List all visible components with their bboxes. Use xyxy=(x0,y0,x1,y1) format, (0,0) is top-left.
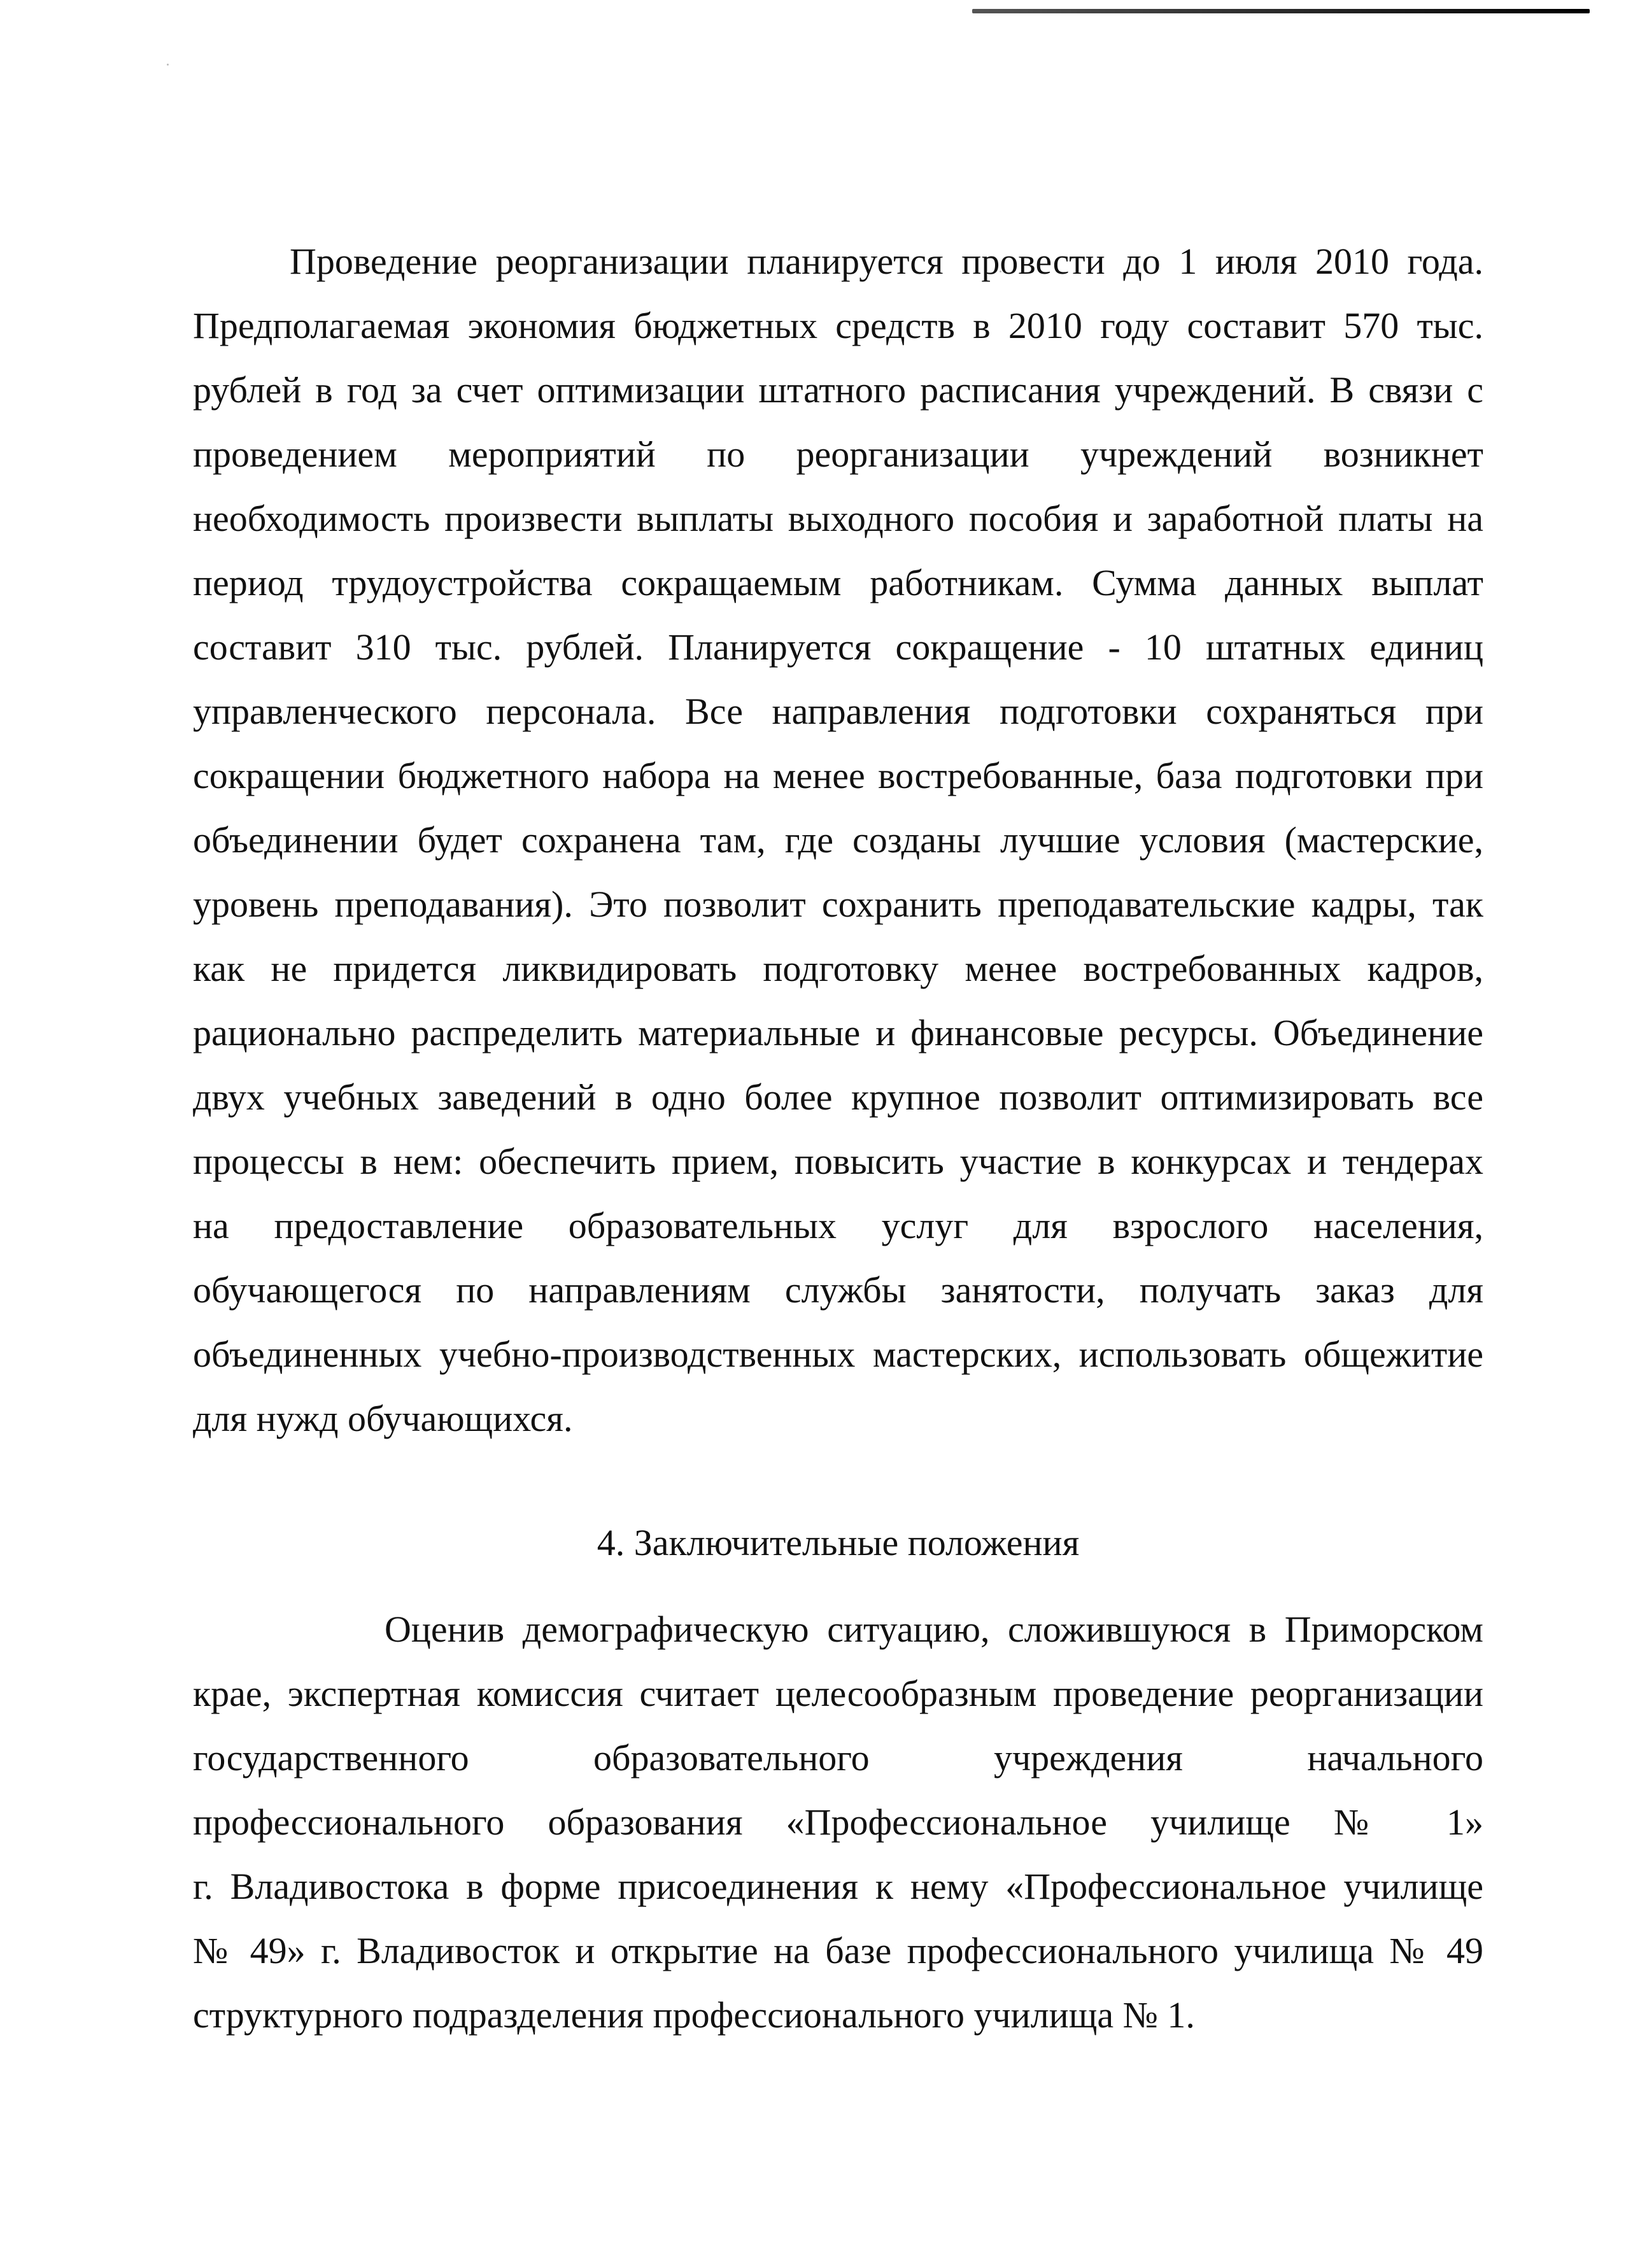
text-line: проведением мероприятий по реорганизации учреждений возникнет xyxy=(193,433,1483,475)
text-line: на предоставление образовательных услуг для взрослого населения, xyxy=(193,1205,1483,1246)
text-line: для нужд обучающихся. xyxy=(193,1398,573,1439)
text-line: составит 310 тыс. рублей. Планируется сокращение - 10 штатных единиц xyxy=(193,626,1483,668)
text-line: рублей в год за счет оптимизации штатного расписания учреждений. В связи с xyxy=(193,369,1483,411)
text-line: процессы в нем: обеспечить прием, повысить участие в конкурсах и тендерах xyxy=(193,1141,1483,1182)
text-line: крае, экспертная комиссия считает целесообразным проведение реорганизации xyxy=(193,1673,1483,1714)
text-line: период трудоустройства сокращаемым работникам. Сумма данных выплат xyxy=(193,562,1483,603)
text-line: обучающегося по направлениям службы занятости, получать заказ для xyxy=(193,1269,1483,1311)
text-line: Оценив демографическую ситуацию, сложившуюся в Приморском xyxy=(385,1609,1483,1650)
text-line: объединении будет сохранена там, где созданы лучшие условия (мастерские, xyxy=(193,819,1483,861)
text-line: объединенных учебно-производственных мастерских, использовать общежитие xyxy=(193,1334,1483,1375)
text-line: государственного образовательного учреждения начального xyxy=(193,1737,1483,1778)
text-line: Предполагаемая экономия бюджетных средств в 2010 году составит 570 тыс. xyxy=(193,305,1483,346)
text-line: г. Владивостока в форме присоединения к нему «Профессиональное училище xyxy=(193,1866,1483,1907)
text-line: уровень преподавания). Это позволит сохранить преподавательские кадры, так xyxy=(193,884,1483,925)
scan-speck xyxy=(167,64,169,66)
scan-top-rule xyxy=(972,9,1590,13)
text-line: рационально распределить материальные и финансовые ресурсы. Объединение xyxy=(193,1012,1483,1053)
paragraph-reorganization xyxy=(193,229,1483,1451)
text-line: № 49» г. Владивосток и открытие на базе профессионального училища № 49 xyxy=(193,1930,1483,1971)
text-line: структурного подразделения профессионального училища № 1. xyxy=(193,1994,1195,2036)
text-line: необходимость произвести выплаты выходного пособия и заработной платы на xyxy=(193,498,1483,539)
text-line: сокращении бюджетного набора на менее востребованные, база подготовки при xyxy=(193,755,1483,796)
paragraph-conclusion xyxy=(193,1597,1483,2047)
text-line: как не придется ликвидировать подготовку менее востребованных кадров, xyxy=(193,948,1483,989)
section-heading: 4. Заключительные положения xyxy=(597,1522,1080,1563)
text-line: профессионального образования «Профессиональное училище № 1» xyxy=(193,1801,1483,1843)
text-line: управленческого персонала. Все направления подготовки сохраняться при xyxy=(193,691,1483,732)
text-line: Проведение реорганизации планируется провести до 1 июля 2010 года. xyxy=(290,241,1483,282)
text-line: двух учебных заведений в одно более крупное позволит оптимизировать все xyxy=(193,1076,1483,1118)
